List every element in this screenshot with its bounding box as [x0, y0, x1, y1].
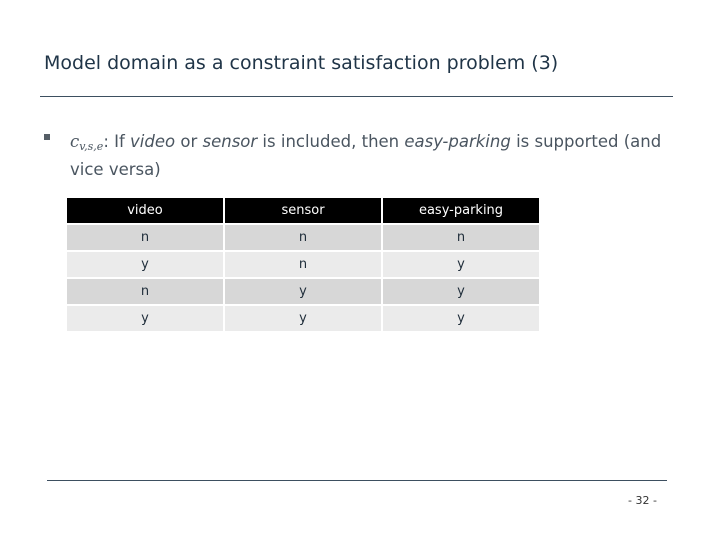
column-header-easy-parking: easy-parking: [383, 198, 539, 223]
bullet-text-part: : If: [103, 132, 131, 151]
table-cell: n: [225, 252, 381, 277]
title-divider: [40, 96, 673, 97]
table-row: [67, 252, 539, 277]
table-header-row: [67, 198, 539, 223]
table-cell: y: [383, 252, 539, 277]
column-header-video: video: [67, 198, 223, 223]
bullet-text-part: is supported (and vice versa): [70, 132, 662, 179]
bullet-text: [70, 130, 670, 181]
term-easy-parking: easy-parking: [404, 132, 511, 151]
table-cell: n: [67, 279, 223, 304]
table-cell: y: [67, 252, 223, 277]
constraint-symbol: $c_{v,s,e}$: [70, 132, 104, 153]
slide-title: Model domain as a constraint satisfaction problem (3): [44, 52, 559, 74]
bullet-text-part: is included, then: [257, 132, 405, 151]
table-cell: y: [225, 306, 381, 331]
footer-divider: [47, 480, 667, 481]
constraint-subscript: v,s,e: [79, 140, 104, 153]
table-cell: y: [383, 306, 539, 331]
table-row: [67, 306, 539, 331]
table-row: [67, 279, 539, 304]
table-cell: y: [67, 306, 223, 331]
term-sensor: sensor: [202, 132, 258, 151]
bullet-text-part: or: [175, 132, 203, 151]
truth-table: [65, 196, 541, 333]
table-cell: y: [225, 279, 381, 304]
page-number: - 32 -: [628, 494, 657, 507]
table-cell: n: [225, 225, 381, 250]
table-row: [67, 225, 539, 250]
table-cell: n: [67, 225, 223, 250]
bullet-marker: [44, 134, 50, 140]
column-header-sensor: sensor: [225, 198, 381, 223]
table-cell: n: [383, 225, 539, 250]
table-cell: y: [383, 279, 539, 304]
term-video: video: [130, 132, 176, 151]
